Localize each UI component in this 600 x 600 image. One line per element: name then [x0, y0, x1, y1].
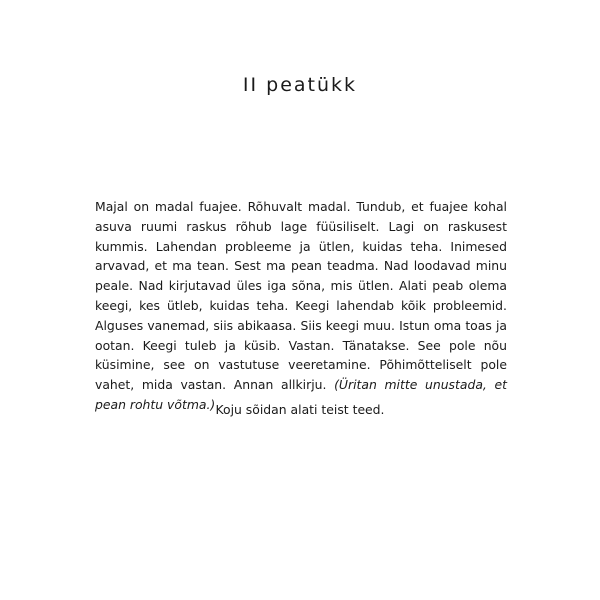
paragraph-italic-aside: (Üritan mitte unustada, et pean rohtu võtma.) — [95, 377, 507, 412]
closing-line: Koju sõidan alati teist teed. — [215, 402, 385, 417]
paragraph-text: Majal on madal fuajee. Rõhuvalt madal. Tundub, et fuajee kohal asuva ruumi raskus rõhub lage füüsiliselt. Lagi on raskusest kummis. Lahendan probleeme ja ütlen, kuidas teha. Inimesed arvavad, et ma tean. Sest ma pean teadma. Nad loodavad minu peale. Nad kirjutavad üles iga sõna, mis ütlen. Alati peab olema keegi, kes ütleb, kuidas teha. Keegi lahendab kõik probleemid. Alguses vanemad, siis abikaasa. Siis keegi muu. Istun oma toas ja ootan. Keegi tuleb ja küsib. Vastan. Tänatakse. See pole nõu küsimine, see on vastutuse veeretamine. Põhimõtteliselt pole vahet, mida vastan. Annan allkirju. — [95, 199, 507, 393]
body-paragraph — [95, 197, 507, 415]
chapter-title: II peatükk — [242, 74, 358, 96]
